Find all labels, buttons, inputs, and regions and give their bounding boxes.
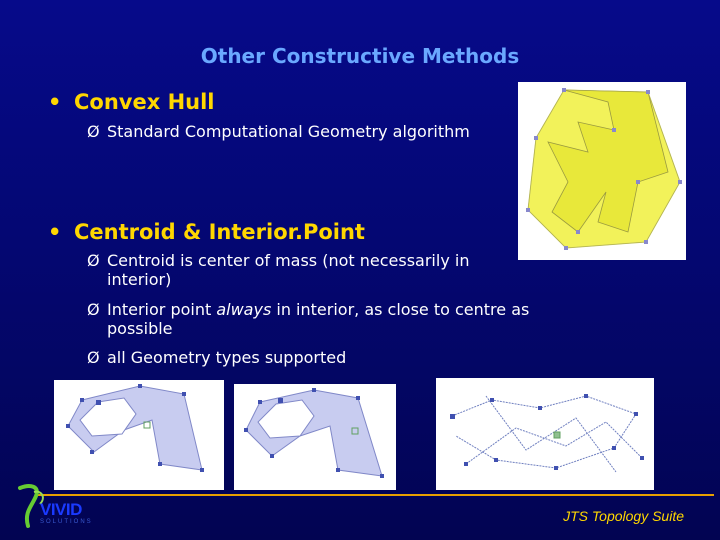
sub-item-centroid: Ø Centroid is center of mass (not necessarily in interior) bbox=[87, 251, 470, 289]
sub-item-interior-point: Ø Interior point always in interior, as close to centre as possible bbox=[87, 300, 530, 338]
bullet-label: Convex Hull bbox=[74, 90, 215, 114]
interior-point-polygon-image bbox=[234, 384, 396, 490]
bullet-dot-icon: • bbox=[48, 220, 62, 244]
centroid-polygon-image bbox=[54, 380, 224, 490]
bullet-label: Centroid & Interior.Point bbox=[74, 220, 365, 244]
arrow-right-icon: Ø bbox=[87, 122, 100, 141]
convex-hull-image bbox=[518, 82, 686, 260]
footer-divider bbox=[38, 494, 714, 496]
logo-text: VIVID bbox=[40, 500, 82, 519]
bullet-convex-hull bbox=[48, 90, 215, 114]
arrow-right-icon: Ø bbox=[87, 251, 100, 270]
linestring-image bbox=[436, 378, 654, 490]
sub-item-algorithm: Ø Standard Computational Geometry algorithm bbox=[87, 122, 470, 141]
logo-subtext: SOLUTIONS bbox=[40, 519, 93, 525]
footer-product-name: JTS Topology Suite bbox=[563, 508, 684, 524]
arrow-right-icon: Ø bbox=[87, 300, 100, 319]
slide-title: Other Constructive Methods bbox=[200, 44, 520, 68]
bullet-dot-icon: • bbox=[48, 90, 62, 114]
arrow-right-icon: Ø bbox=[87, 348, 100, 367]
bullet-centroid bbox=[48, 220, 365, 244]
sub-item-geometry-types: Ø all Geometry types supported bbox=[87, 348, 347, 367]
